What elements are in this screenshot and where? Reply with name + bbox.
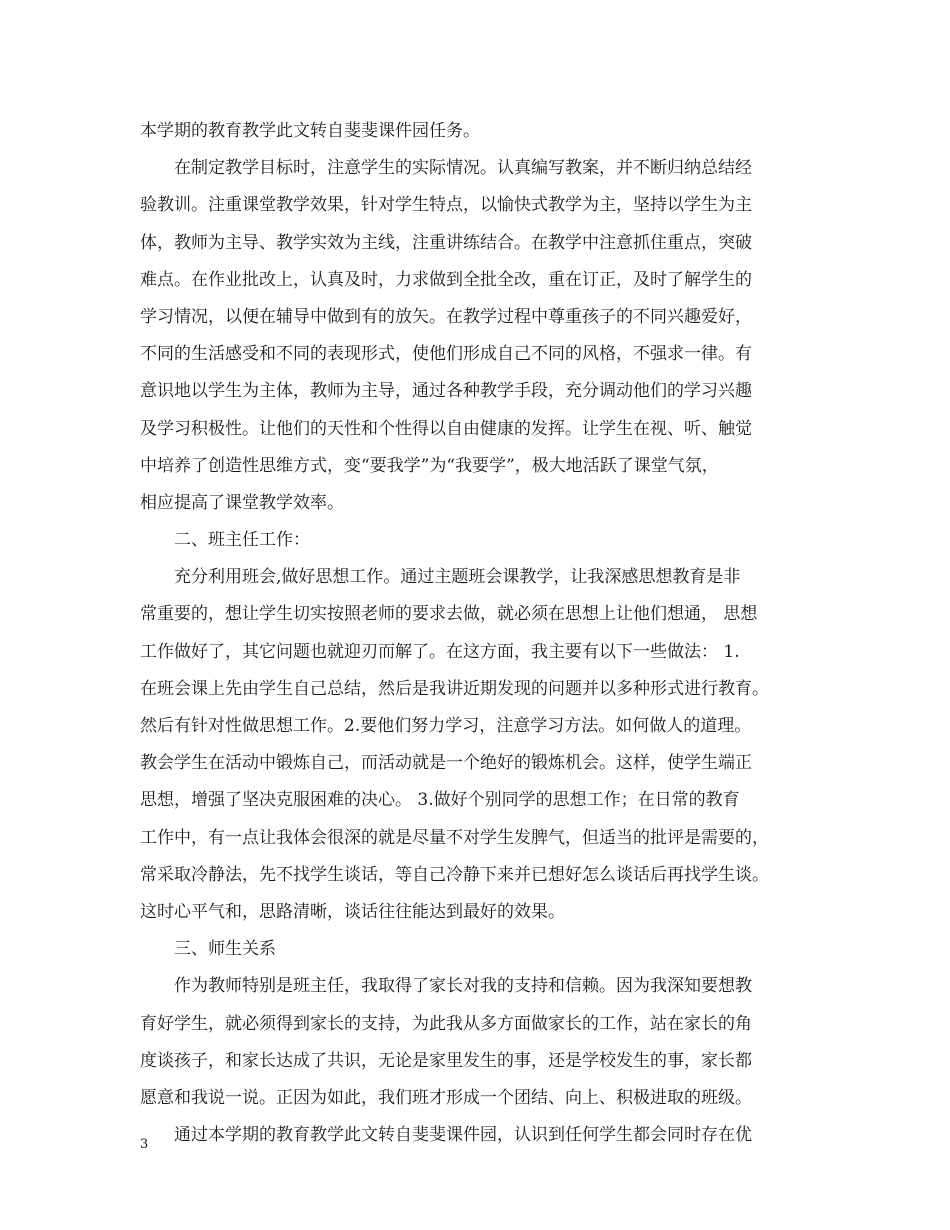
text-line: 验教训。注重课堂教学效果，针对学生特点，以愉快式教学为主，坚持以学生为主	[140, 195, 752, 216]
text-line: 通过本学期的教育教学此文转自斐斐课件园，认识到任何学生都会同时存在优	[174, 1125, 752, 1146]
text-line: 愿意和我说一说。正因为如此，我们班才形成一个团结、向上、积极进取的班级。	[140, 1087, 752, 1108]
text-line: 及学习积极性。让他们的天性和个性得以自由健康的发挥。让学生在视、听、触觉	[140, 418, 752, 439]
text-line: 思想，增强了坚决克服困难的决心。 3.做好个别同学的思想工作；在日常的教育	[140, 790, 740, 811]
text-line: 三、师生关系	[174, 939, 276, 960]
text-line: 工作中，有一点让我体会很深的就是尽量不对学生发脾气，但适当的批评是需要的，	[140, 827, 769, 848]
text-line: 充分利用班会,做好思想工作。通过主题班会课教学，让我深感思想教育是非	[174, 567, 741, 588]
text-line: 难点。在作业批改上，认真及时，力求做到全批全改，重在订正，及时了解学生的	[140, 269, 752, 290]
text-line: 常采取冷静法，先不找学生谈话，等自己冷静下来并已想好怎么谈话后再找学生谈。	[140, 864, 769, 885]
text-line: 学习情况，以便在辅导中做到有的放矢。在教学过程中尊重孩子的不同兴趣爱好，	[140, 306, 752, 327]
text-line: 在班会课上先由学生自己总结，然后是我讲近期发现的问题并以多种形式进行教育。	[140, 678, 769, 699]
text-line: 不同的生活感受和不同的表现形式，使他们形成自己不同的风格，不强求一律。有	[140, 344, 752, 365]
text-line: 度谈孩子，和家长达成了共识，无论是家里发生的事，还是学校发生的事，家长都	[140, 1050, 752, 1071]
text-line: 常重要的，想让学生切实按照老师的要求去做，就必须在思想上让他们想通， 思想	[140, 604, 758, 625]
text-line: 相应提高了课堂教学效率。	[140, 492, 344, 513]
text-line: 作为教师特别是班主任，我取得了家长对我的支持和信赖。因为我深知要想教	[174, 976, 752, 997]
text-line: 中培养了创造性思维方式，变“要我学”为“我要学”，极大地活跃了课堂气氛，	[140, 455, 719, 476]
text-line: 意识地以学生为主体，教师为主导，通过各种教学手段，充分调动他们的学习兴趣	[140, 381, 752, 402]
text-line: 工作做好了，其它问题也就迎刃而解了。在这方面，我主要有以下一些做法： 1.	[140, 641, 740, 662]
text-line: 然后有针对性做思想工作。2.要他们努力学习，注意学习方法。如何做人的道理。	[140, 716, 752, 736]
text-line: 这时心平气和，思路清晰，谈话往往能达到最好的效果。	[140, 901, 565, 922]
document-body	[140, 113, 812, 1154]
text-line: 体，教师为主导、教学实效为主线，注重讲练结合。在教学中注意抓住重点，突破	[140, 232, 752, 253]
page-number: 3	[140, 1137, 149, 1152]
text-line: 二、班主任工作：	[174, 530, 310, 551]
text-line: 在制定教学目标时，注意学生的实际情况。认真编写教案，并不断归纳总结经	[174, 158, 752, 179]
text-line: 本学期的教育教学此文转自斐斐课件园任务。	[140, 121, 480, 141]
text-line: 育好学生，就必须得到家长的支持，为此我从多方面做家长的工作，站在家长的角	[140, 1013, 752, 1034]
text-line: 教会学生在活动中锻炼自己，而活动就是一个绝好的锻炼机会。这样，使学生端正	[140, 753, 752, 774]
